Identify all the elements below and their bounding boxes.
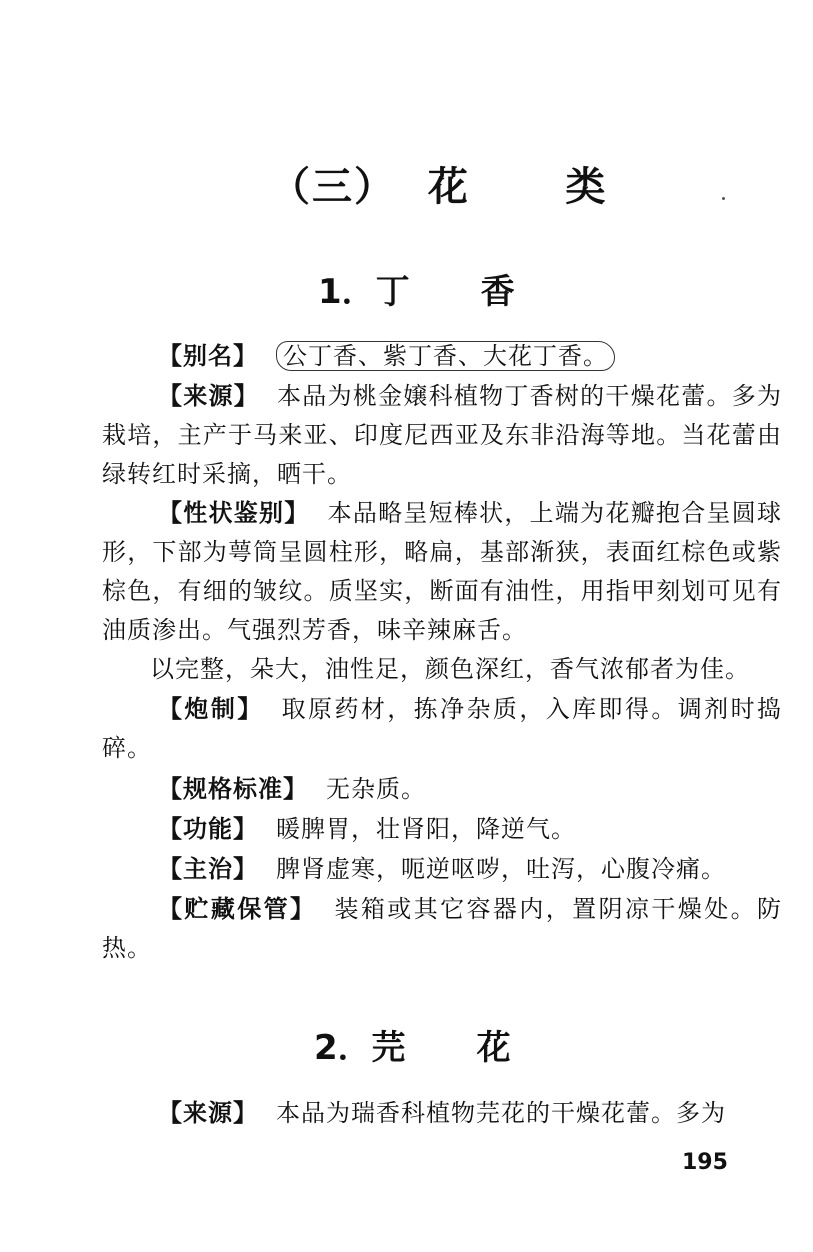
entry-label: 【规格标准】 <box>158 775 308 803</box>
entry-text: 本品为瑞香科植物芫花的干燥花蕾。多为 <box>276 1099 726 1127</box>
entry-text: 取原药材，拣净杂质，入库即得。调剂时捣碎。 <box>102 695 783 762</box>
entry-source-genkwa <box>102 1094 782 1133</box>
entry-label: 【贮藏保管】 <box>158 895 317 923</box>
page-number: 195 <box>682 1150 728 1175</box>
item-title-genkwa: 2．芫 花 <box>314 1028 511 1068</box>
entry-label: 【主治】 <box>158 855 258 883</box>
entry-quality-note <box>102 650 782 689</box>
entry-storage <box>102 890 782 968</box>
entry-label: 【性状鉴别】 <box>158 499 310 527</box>
entry-label: 【别名】 <box>158 342 258 370</box>
entry-text-circled: 公丁香、紫丁香、大花丁香。 <box>276 341 615 371</box>
section-title: （三） 花 类 <box>270 164 608 210</box>
entry-processing <box>102 690 782 768</box>
entry-function <box>102 810 782 849</box>
entry-text: 装箱或其它容器内，置阴凉干燥处。防热。 <box>102 895 783 962</box>
entry-text: 以完整，朵大，油性足，颜色深红，香气浓郁者为佳。 <box>150 655 750 683</box>
entry-source <box>102 377 782 494</box>
item-title-clove: 1．丁 香 <box>318 272 515 312</box>
entry-text: 本品略呈短棒状，上端为花瓣抱合呈圆球形，下部为萼筒呈圆柱形，略扁，基部渐狭，表面红棕色或紫棕色，有细的皱纹。质坚实，断面有油性，用指甲刻划可见有油质渗出。气强烈芳香，味辛辣麻舌。 <box>102 499 783 644</box>
entry-label: 【炮制】 <box>158 695 264 723</box>
entry-standard <box>102 770 782 809</box>
print-speck <box>722 197 725 200</box>
entry-text: 暖脾胃，壮肾阳，降逆气。 <box>276 815 576 843</box>
entry-identification <box>102 494 782 650</box>
entry-label: 【功能】 <box>158 815 258 843</box>
entry-text: 无杂质。 <box>326 775 426 803</box>
entry-label: 【来源】 <box>158 382 260 410</box>
entry-label: 【来源】 <box>158 1099 258 1127</box>
entry-text: 本品为桃金嬢科植物丁香树的干燥花蕾。多为栽培，主产于马来亚、印度尼西亚及东非沿海等地。当花蕾由绿转红时采摘，晒干。 <box>102 382 783 488</box>
entry-text: 脾肾虚寒，呃逆呕哕，吐泻，心腹冷痛。 <box>276 855 726 883</box>
entry-indication <box>102 850 782 889</box>
entry-alias <box>102 337 782 376</box>
